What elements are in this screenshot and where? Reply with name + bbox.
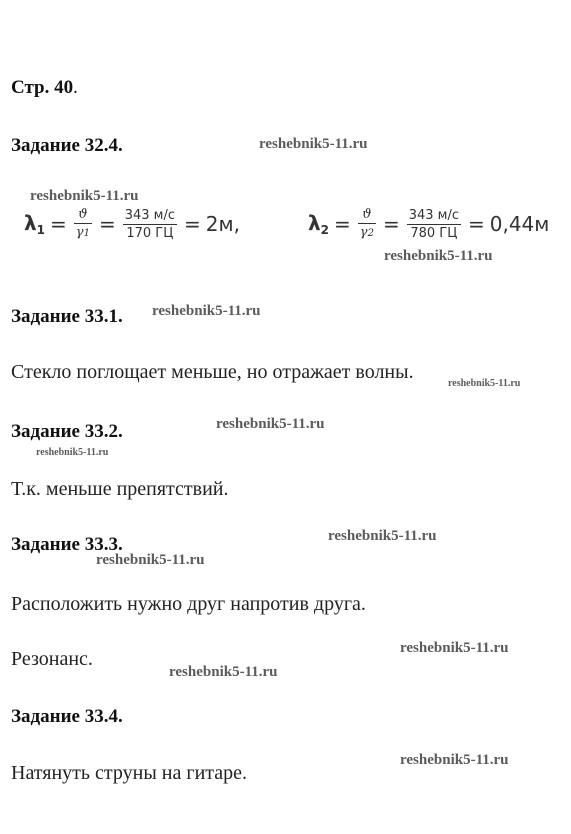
watermark: reshebnik5-11.ru (216, 416, 325, 432)
task-33-1-answer: Стекло поглощает меньше, но отражает волны. (11, 361, 414, 383)
task-33-3-answer: Расположить нужно друг напротив друга. (11, 593, 366, 615)
formula-result: 0,44м (489, 212, 550, 236)
task-33-2-answer: Т.к. меньше препятствий. (11, 478, 229, 500)
watermark: reshebnik5-11.ru (400, 752, 509, 768)
formula-lambda-1: $\lambda_1$ = $\frac{ϑ}{\gamma 1}$ = $\frac{343 м/с}{170 ГЦ}$ = 2м, (24, 207, 240, 241)
task-33-2-title: Задание 33.2. (11, 421, 123, 442)
watermark: reshebnik5-11.ru (448, 378, 521, 389)
task-33-3-answer-2: Резонанс. (11, 648, 93, 670)
task-33-4-title: Задание 33.4. (11, 706, 123, 727)
watermark: reshebnik5-11.ru (400, 640, 509, 656)
page-label-text: Стр. 40 (11, 77, 74, 98)
task-32-4-title: Задание 32.4. (11, 135, 123, 156)
velocity-over-frequency-fraction: $\frac{ϑ}{\gamma 1}$ (75, 207, 90, 240)
watermark: reshebnik5-11.ru (169, 664, 278, 680)
formula-result: 2м, (205, 212, 240, 236)
watermark: reshebnik5-11.ru (384, 248, 493, 264)
formula-lambda-2: $\lambda_2$ = $\frac{ϑ}{\gamma 2}$ = $\frac{343 м/с}{780 ГЦ}$ = 0,44м (308, 207, 550, 241)
values-fraction: $\frac{343 м/с}{780 ГЦ}$ (408, 207, 459, 241)
watermark: reshebnik5-11.ru (96, 552, 205, 568)
values-fraction: $\frac{343 м/с}{170 ГЦ}$ (124, 207, 175, 241)
watermark: reshebnik5-11.ru (259, 136, 368, 152)
watermark: reshebnik5-11.ru (30, 188, 139, 204)
watermark: reshebnik5-11.ru (152, 303, 261, 319)
task-33-4-answer: Натянуть струны на гитаре. (11, 762, 248, 784)
velocity-over-frequency-fraction: $\frac{ϑ}{\gamma 2}$ (359, 207, 374, 240)
lambda-symbol: $\lambda_1$ (24, 211, 46, 237)
watermark: reshebnik5-11.ru (36, 447, 109, 458)
task-33-3-title: Задание 33.3. (11, 534, 123, 555)
page-label (11, 77, 78, 99)
watermark: reshebnik5-11.ru (328, 528, 437, 544)
lambda-symbol: $\lambda_2$ (308, 211, 330, 237)
task-33-1-title: Задание 33.1. (11, 306, 123, 327)
page-label-dot: . (73, 77, 78, 98)
